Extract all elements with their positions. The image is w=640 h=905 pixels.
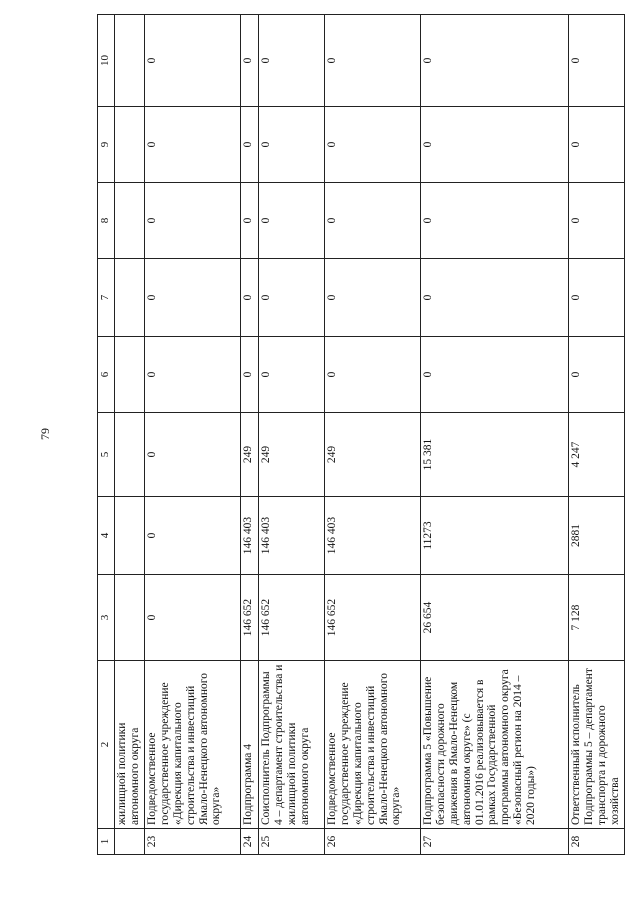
table-row	[569, 15, 625, 855]
header-cell: 4	[98, 497, 115, 575]
cell-value	[115, 413, 145, 497]
cell-value: 146 652	[259, 575, 325, 661]
cell-value: 4 247	[569, 413, 625, 497]
cell-value: 0	[325, 15, 421, 107]
cell-value: 0	[145, 497, 241, 575]
header-cell: 5	[98, 413, 115, 497]
cell-value	[115, 107, 145, 183]
cell-value: 0	[145, 575, 241, 661]
cell-value: 0	[421, 337, 569, 413]
cell-value: 0	[421, 15, 569, 107]
row-number	[115, 829, 145, 855]
cell-value: 0	[569, 107, 625, 183]
cell-value	[115, 337, 145, 413]
cell-value: 146 403	[241, 497, 259, 575]
cell-value: 146 652	[325, 575, 421, 661]
cell-value: 249	[325, 413, 421, 497]
cell-value: 0	[241, 183, 259, 259]
cell-value: 26 654	[421, 575, 569, 661]
cell-value: 0	[569, 259, 625, 337]
row-number: 23	[145, 829, 241, 855]
row-name: Подведомственное государственное учреждение «Дирекция капитального строительства и инвестиций Ямало-Ненецкого автономного округа»	[325, 661, 421, 829]
row-name: Соисполнитель Подпрограммы 4 – департамент строительства и жилищной политики автономного округа	[259, 661, 325, 829]
cell-value: 7 128	[569, 575, 625, 661]
header-cell: 6	[98, 337, 115, 413]
cell-value	[115, 497, 145, 575]
cell-value: 0	[145, 107, 241, 183]
table-row	[115, 15, 145, 855]
row-name: Подведомственное государственное учреждение «Дирекция капитального строительства и инвестиций Ямало-Ненецкого автономного округа»	[145, 661, 241, 829]
cell-value: 249	[259, 413, 325, 497]
cell-value: 0	[241, 337, 259, 413]
rotated-table-container	[97, 35, 621, 855]
cell-value: 0	[325, 183, 421, 259]
row-number: 27	[421, 829, 569, 855]
cell-value	[115, 575, 145, 661]
cell-value: 0	[421, 183, 569, 259]
header-cell: 1	[98, 829, 115, 855]
table-row	[145, 15, 241, 855]
cell-value	[115, 259, 145, 337]
cell-value: 0	[259, 259, 325, 337]
cell-value: 146 403	[325, 497, 421, 575]
cell-value: 0	[241, 259, 259, 337]
cell-value: 0	[259, 337, 325, 413]
cell-value: 146 403	[259, 497, 325, 575]
cell-value: 0	[241, 107, 259, 183]
page-number: 79	[38, 428, 52, 440]
row-name: Подпрограмма 5 «Повышение безопасности дорожного движения в Ямало-Ненецком автономном округе» (с 01.01.2016 реализовывается в рамках Государственной программы автономного округа «Безопасный регион на 2014 – 2020 годы»)	[421, 661, 569, 829]
cell-value: 0	[325, 259, 421, 337]
cell-value: 0	[241, 15, 259, 107]
cell-value: 0	[259, 183, 325, 259]
budget-table	[97, 14, 625, 855]
cell-value: 0	[569, 183, 625, 259]
cell-value: 0	[325, 337, 421, 413]
cell-value: 0	[259, 107, 325, 183]
cell-value: 2881	[569, 497, 625, 575]
cell-value: 11273	[421, 497, 569, 575]
header-cell: 7	[98, 259, 115, 337]
cell-value: 15 381	[421, 413, 569, 497]
header-cell: 3	[98, 575, 115, 661]
cell-value: 0	[145, 337, 241, 413]
row-number: 24	[241, 829, 259, 855]
header-cell: 10	[98, 15, 115, 107]
row-number: 28	[569, 829, 625, 855]
header-cell: 9	[98, 107, 115, 183]
cell-value: 146 652	[241, 575, 259, 661]
row-name: Подпрограмма 4	[241, 661, 259, 829]
table-row	[259, 15, 325, 855]
cell-value: 0	[421, 107, 569, 183]
cell-value: 0	[325, 107, 421, 183]
row-name: жилищной политики автономного округа	[115, 661, 145, 829]
row-number: 26	[325, 829, 421, 855]
cell-value: 249	[241, 413, 259, 497]
table-row	[325, 15, 421, 855]
cell-value: 0	[145, 259, 241, 337]
table-row	[241, 15, 259, 855]
cell-value: 0	[145, 15, 241, 107]
cell-value: 0	[145, 413, 241, 497]
cell-value: 0	[145, 183, 241, 259]
cell-value	[115, 183, 145, 259]
cell-value: 0	[569, 337, 625, 413]
row-number: 25	[259, 829, 325, 855]
header-row	[98, 15, 115, 855]
cell-value: 0	[259, 15, 325, 107]
row-name: Ответственный исполнитель Подпрограммы 5 – департамент транспорта и дорожного хозяйства	[569, 661, 625, 829]
header-cell: 8	[98, 183, 115, 259]
cell-value: 0	[569, 15, 625, 107]
table-row	[421, 15, 569, 855]
cell-value	[115, 15, 145, 107]
header-cell: 2	[98, 661, 115, 829]
cell-value: 0	[421, 259, 569, 337]
